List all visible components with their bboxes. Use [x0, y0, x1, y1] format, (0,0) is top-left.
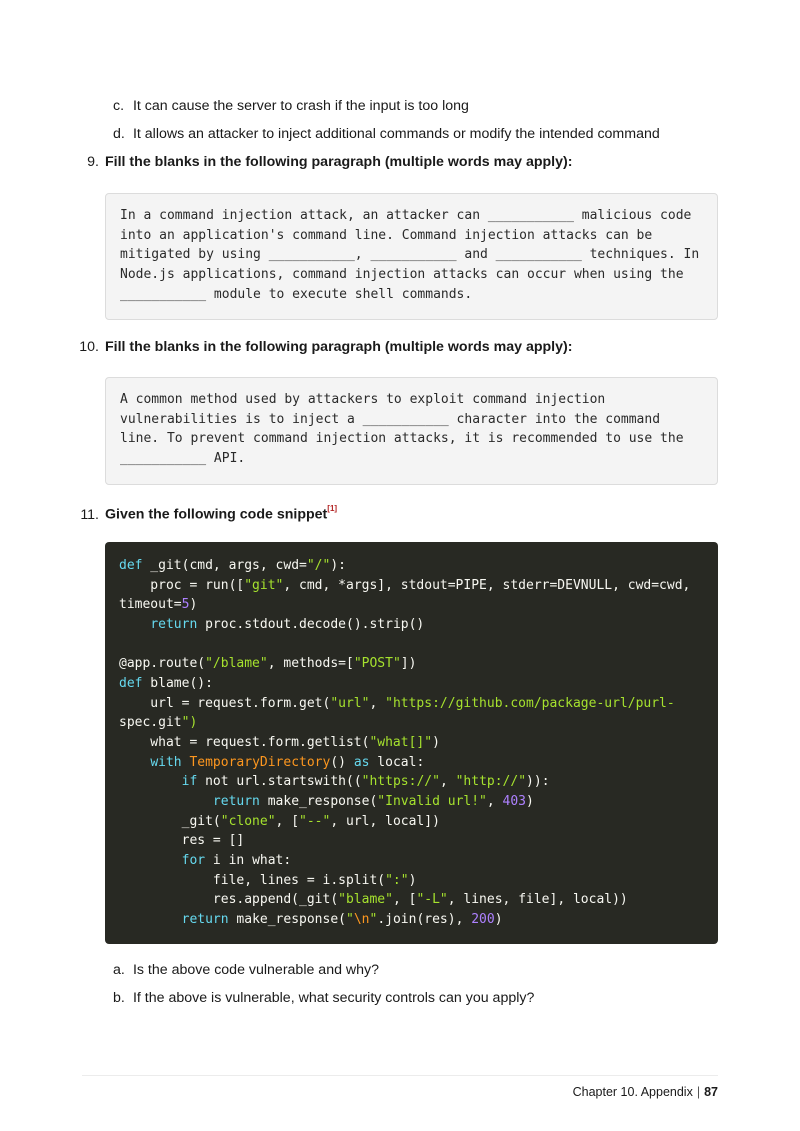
code-line: return proc.stdout.decode().strip() — [150, 616, 425, 632]
code-line: timeout=5) — [119, 597, 198, 613]
code-line: what = request.form.getlist("what[]") — [119, 734, 440, 750]
fill-blanks-box-10 — [105, 377, 718, 485]
paragraph-line: In a command injection attack, an attacker can ___________ malicious code — [120, 208, 692, 223]
question-9 — [75, 152, 572, 172]
footer-separator: | — [696, 1085, 701, 1099]
option-a — [113, 960, 379, 980]
code-line — [119, 635, 704, 655]
code-line: with TemporaryDirectory() as local: — [150, 754, 425, 770]
code-line: if not url.startswith(("https://", "http://")): — [181, 774, 550, 790]
code-line: _git("clone", ["--", url, local]) — [119, 813, 440, 829]
question-number: 11. — [80, 506, 99, 523]
code-line: return make_response("Invalid url!", 403) — [212, 793, 534, 809]
code-line: url = request.form.get("url", "https://github.com/package-url/purl- — [119, 695, 675, 711]
code-line: for i in what: — [181, 852, 292, 868]
paragraph-line: ___________ API. — [120, 451, 246, 467]
option-text: It allows an attacker to inject additional commands or modify the intended command — [132, 126, 660, 142]
code-line: @app.route("/blame", methods=["POST"]) — [119, 656, 417, 672]
code-line: spec.git") — [119, 715, 198, 731]
paragraph-line: A common method used by attackers to exploit command injection — [120, 392, 606, 407]
question-text: Fill the blanks in the following paragraph (multiple words may apply): — [105, 339, 573, 355]
option-text: Is the above code vulnerable and why? — [132, 962, 380, 978]
question-number: 9. — [87, 154, 99, 170]
code-snippet-block — [105, 542, 718, 944]
paragraph-line: vulnerabilities is to inject a ___________ character into the command — [120, 411, 661, 427]
option-text: It can cause the server to crash if the input is too long — [132, 98, 469, 114]
question-text: Fill the blanks in the following paragraph (multiple words may apply): — [105, 154, 573, 170]
option-text: If the above is vulnerable, what security controls can you apply? — [132, 990, 535, 1006]
option-letter: c. — [113, 98, 125, 114]
paragraph-line: mitigated by using ___________, ___________ and ___________ techniques. In — [120, 247, 700, 263]
paragraph-line: line. To prevent command injection attacks, it is recommended to use the — [120, 431, 684, 447]
option-letter: b. — [113, 990, 125, 1006]
code-line: res.append(_git("blame", ["-L", lines, file], local)) — [119, 892, 628, 908]
paragraph-line: Node.js applications, command injection attacks can occur when using the — [120, 267, 684, 283]
paragraph-line: into an application's command line. Command injection attacks can be — [120, 227, 653, 243]
page-number: 87 — [704, 1085, 718, 1099]
option-c — [113, 96, 469, 116]
code-line: proc = run(["git", cmd, *args], stdout=PIPE, stderr=DEVNULL, cwd=cwd, — [119, 577, 691, 593]
option-d — [113, 124, 660, 144]
code-line: def blame(): — [119, 675, 213, 691]
option-letter: a. — [113, 962, 125, 978]
code-line: return make_response("\n".join(res), 200) — [181, 911, 503, 927]
page-footer — [573, 1083, 718, 1101]
fill-blanks-box-9 — [105, 193, 718, 320]
footnote-link[interactable]: [1] — [327, 504, 338, 513]
question-number: 10. — [79, 339, 99, 355]
question-text: Given the following code snippet — [105, 506, 328, 523]
option-b — [113, 988, 534, 1008]
code-line: res = [] — [119, 833, 245, 849]
footer-divider — [82, 1075, 718, 1076]
option-letter: d. — [113, 126, 125, 142]
paragraph-line: ___________ module to execute shell commands. — [120, 286, 473, 302]
code-line: file, lines = i.split(":") — [119, 872, 417, 888]
footer-chapter: Chapter 10. Appendix — [572, 1085, 693, 1099]
question-11 — [75, 501, 337, 525]
code-line: def _git(cmd, args, cwd="/"): — [119, 558, 346, 573]
question-10 — [75, 337, 572, 357]
